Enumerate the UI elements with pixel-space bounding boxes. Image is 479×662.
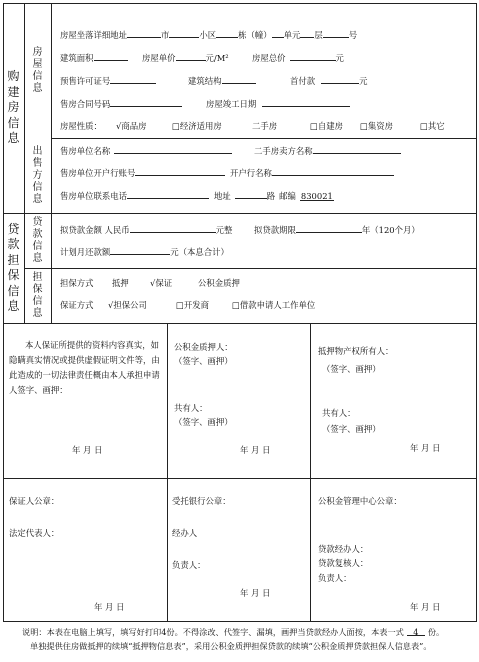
seller-account-row: 售房单位开户行账号 bbox=[60, 167, 225, 179]
subsection-guarantee-info: 担 保 信 息 bbox=[32, 271, 43, 319]
subsection-house-info: 房 屋 信 息 bbox=[32, 46, 43, 94]
loan-term-row: 拟贷款期限 年（120个月） bbox=[254, 225, 420, 235]
seller-account-blank[interactable] bbox=[135, 167, 225, 176]
loan-handler-label: 贷款经办人： bbox=[318, 544, 369, 554]
unit-blank[interactable] bbox=[272, 29, 284, 38]
nature-row: 房屋性质： bbox=[60, 121, 102, 131]
divider bbox=[24, 268, 477, 269]
copies-value: 4 bbox=[407, 626, 425, 636]
seller-name-row: 售房单位名称 bbox=[60, 145, 232, 157]
nature-option-other[interactable]: □其它 bbox=[420, 121, 445, 131]
guarantor-option-company[interactable]: √担保公司 bbox=[108, 300, 147, 310]
mortgagor-co-owner-label: 共有人： bbox=[322, 408, 356, 418]
pledgor-sign-mark: （签字、画押） bbox=[174, 356, 233, 366]
section-loan-guarantee-info: 贷 款 担 保 信 息 bbox=[7, 221, 20, 313]
divider bbox=[51, 3, 52, 323]
co-owner-label: 共有人： bbox=[174, 403, 208, 413]
seller-address-row: 地址 路 邮编 830021 bbox=[214, 191, 333, 201]
nature-option-self-built[interactable]: □自建房 bbox=[310, 121, 344, 131]
presale-row: 预售许可证号 bbox=[60, 75, 156, 87]
building-blank[interactable] bbox=[216, 29, 238, 38]
guarantor-option-developer[interactable]: □开发商 bbox=[176, 300, 210, 310]
divider bbox=[3, 323, 477, 324]
guarantor-seal-label: 保证人公章： bbox=[9, 496, 60, 506]
contract-blank[interactable] bbox=[110, 98, 182, 107]
completion-blank[interactable] bbox=[262, 98, 350, 107]
form-border bbox=[3, 3, 477, 622]
nature-option-second-hand[interactable]: 二手房 bbox=[252, 121, 278, 131]
presale-blank[interactable] bbox=[110, 75, 156, 84]
applicant-date: 年 月 日 bbox=[72, 445, 103, 455]
number-blank[interactable] bbox=[323, 29, 349, 38]
house-total-row: 房屋总价 元 bbox=[252, 53, 344, 63]
subsection-seller-info: 出 售 方 信 息 bbox=[32, 145, 43, 205]
area-blank[interactable] bbox=[94, 52, 128, 61]
section-purchase-house-info: 购 建 房 信 息 bbox=[7, 69, 20, 146]
guarantor-date: 年 月 日 bbox=[94, 602, 125, 612]
guarantee-option-fund-pledge[interactable]: 公积金质押 bbox=[198, 278, 240, 288]
structure-blank[interactable] bbox=[222, 75, 256, 84]
bank-responsible-label: 负责人： bbox=[172, 560, 206, 570]
postcode-value: 830021 bbox=[300, 191, 333, 201]
mortgagor-co-owner-sign-mark: （签字、画押） bbox=[322, 424, 381, 434]
guarantee-method-label: 担保方式 bbox=[60, 278, 94, 288]
divider bbox=[51, 138, 477, 139]
house-area-row: 建筑面积 bbox=[60, 52, 128, 64]
mortgagor-sign-mark: （签字、画押） bbox=[322, 364, 381, 374]
center-responsible-label: 负责人： bbox=[318, 573, 352, 583]
guarantee-option-surety[interactable]: √保证 bbox=[150, 278, 173, 288]
total-blank[interactable] bbox=[290, 52, 336, 61]
note-line-2: 单独提供住房做抵押的续填“抵押物信息表”，采用公积金质押担保贷款的续填“公积金质押贷款担保人信息表”。 bbox=[30, 641, 432, 651]
seller-address-blank[interactable] bbox=[235, 190, 267, 199]
guarantor-option-employer[interactable]: □借款申请人工作单位 bbox=[232, 300, 316, 310]
pledgor-date: 年 月 日 bbox=[240, 445, 271, 455]
seller-phone-blank[interactable] bbox=[127, 190, 209, 199]
center-date: 年 月 日 bbox=[410, 602, 441, 612]
down-payment-blank[interactable] bbox=[321, 75, 359, 84]
seller-phone-row: 售房单位联系电话 bbox=[60, 190, 209, 202]
nature-option-affordable[interactable]: □经济适用房 bbox=[172, 121, 222, 131]
nature-option-commercial[interactable]: √商品房 bbox=[116, 121, 147, 131]
divider bbox=[310, 323, 311, 622]
guarantor-type-label: 保证方式 bbox=[60, 300, 94, 310]
monthly-payment-row: 计划月还款额 元（本息合计） bbox=[60, 247, 229, 257]
seller-name-blank[interactable] bbox=[114, 145, 232, 154]
city-blank[interactable] bbox=[127, 29, 161, 38]
pledgor-label: 公积金质押人： bbox=[174, 342, 233, 352]
price-blank[interactable] bbox=[176, 52, 206, 61]
guarantee-option-mortgage[interactable]: 抵押 bbox=[112, 278, 129, 288]
divider bbox=[3, 213, 477, 214]
floor-blank[interactable] bbox=[300, 29, 314, 38]
bank-date: 年 月 日 bbox=[240, 588, 271, 598]
contract-row: 售房合同号码 bbox=[60, 98, 182, 110]
loan-amount-row: 拟贷款金额 人民币 元整 bbox=[60, 225, 233, 235]
address-label: 房屋坐落详细地址 bbox=[60, 30, 127, 40]
note-line-1: 说明：本表在电脑上填写，填写好打印4份。不得涂改、代签字、漏填，画押当贷款经办人面按，本表一式 4 份。 bbox=[22, 627, 445, 637]
district-blank[interactable] bbox=[169, 29, 199, 38]
bank-seal-label: 受托银行公章： bbox=[172, 496, 231, 506]
loan-amount-blank[interactable] bbox=[130, 224, 216, 233]
second-hand-seller-row: 二手房卖方名称 bbox=[254, 145, 401, 157]
applicant-statement: 本人保证所提供的资料内容真实，如隐瞒真实情况或提供虚假证明文件等，由此造成的一切法律责任概由本人承担申请人签字、画押： bbox=[9, 340, 160, 395]
monthly-payment-blank[interactable] bbox=[110, 246, 170, 255]
legal-representative-label: 法定代表人： bbox=[9, 528, 60, 538]
bank-handler-label: 经办人 bbox=[172, 528, 198, 538]
house-address-row: 房屋坐落详细地址 市 小区 栋（幢） 单元 层 号 bbox=[60, 30, 358, 40]
divider bbox=[167, 323, 168, 622]
seller-bank-row: 开户行名称 bbox=[230, 167, 394, 179]
seller-bank-blank[interactable] bbox=[272, 167, 394, 176]
second-hand-seller-blank[interactable] bbox=[313, 145, 401, 154]
mortgagor-label: 抵押物产权所有人： bbox=[318, 346, 394, 356]
co-owner-sign-mark: （签字、画押） bbox=[174, 417, 233, 427]
loan-term-blank[interactable] bbox=[296, 224, 362, 233]
down-payment-row: 首付款 元 bbox=[290, 76, 368, 86]
loan-reviewer-label: 贷款复核人： bbox=[318, 558, 369, 568]
nature-option-collective[interactable]: □集资房 bbox=[360, 121, 394, 131]
center-seal-label: 公积金管理中心公章： bbox=[318, 496, 402, 506]
subsection-loan-info: 贷 款 信 息 bbox=[32, 216, 43, 264]
house-price-row: 房屋单价 元/M² bbox=[142, 53, 229, 63]
mortgagor-date: 年 月 日 bbox=[410, 443, 441, 453]
structure-row: 建筑结构 bbox=[188, 75, 256, 87]
completion-row: 房屋竣工日期 bbox=[206, 98, 350, 110]
divider bbox=[3, 478, 477, 479]
